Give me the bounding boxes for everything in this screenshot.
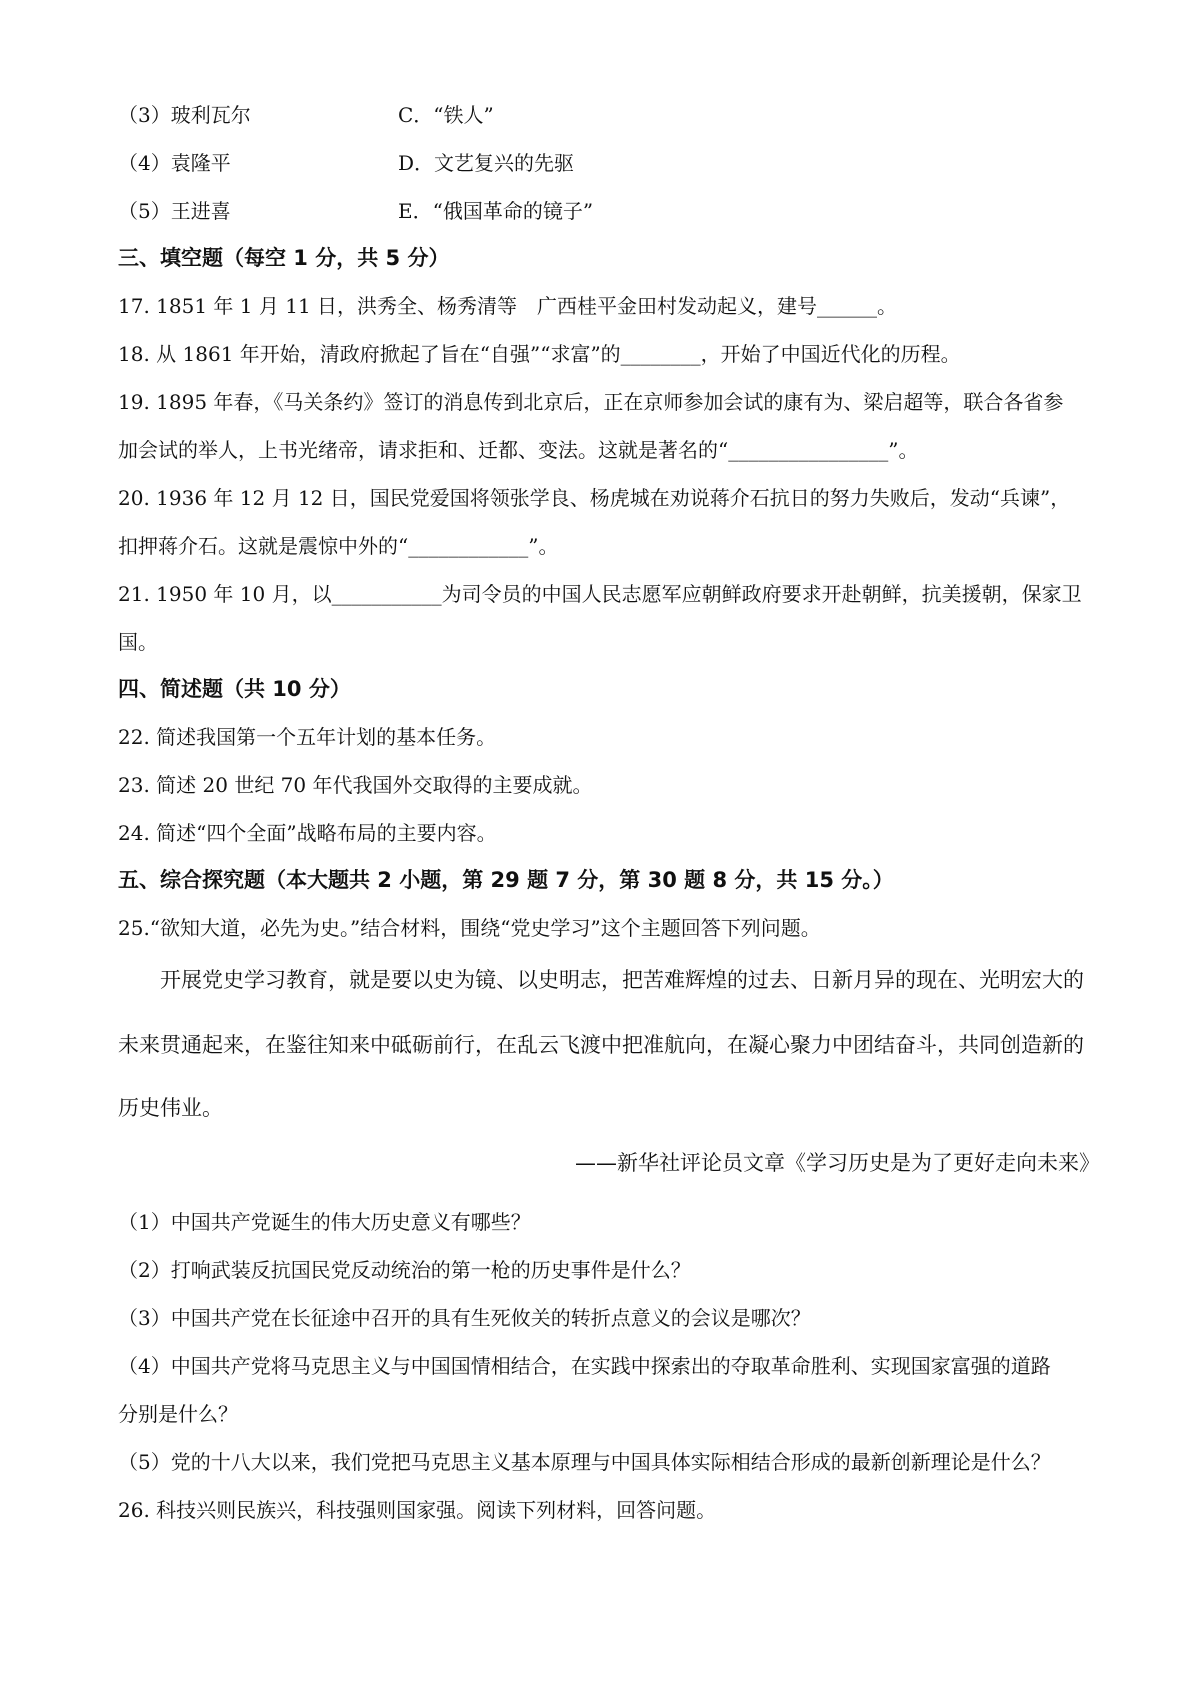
question-22: 22. 简述我国第一个五年计划的基本任务。 — [118, 725, 497, 749]
question-23: 23. 简述 20 世纪 70 年代我国外交取得的主要成就。 — [118, 773, 593, 797]
question-25-sub-5: （5）党的十八大以来，我们党把马克思主义基本原理与中国具体实际相结合形成的最新创新理论是什么？ — [118, 1450, 1051, 1474]
question-25-sub-2: （2）打响武装反抗国民党反动统治的第一枪的历史事件是什么？ — [118, 1258, 691, 1282]
question-25-sub-4-line-2: 分别是什么？ — [118, 1402, 238, 1426]
question-18: 18. 从 1861 年开始，清政府掀起了旨在“自强”“求富”的________，开始了中国近代化的历程。 — [118, 342, 961, 366]
match-right-e: E．“俄国革命的镜子” — [398, 199, 594, 223]
question-20-line-2: 扣押蒋介石。这就是震惊中外的“____________”。 — [118, 534, 559, 558]
question-21-line-2: 国。 — [118, 630, 158, 654]
match-left-4: （4）袁隆平 — [118, 151, 231, 175]
question-25-sub-4-line-1: （4）中国共产党将马克思主义与中国国情相结合，在实践中探索出的夺取革命胜利、实现国家富强的道路 — [118, 1354, 1051, 1378]
question-25-intro: 25.“欲知大道，必先为史。”结合材料，围绕“党史学习”这个主题回答下列问题。 — [118, 916, 821, 940]
section-3-heading: 三、填空题（每空 1 分，共 5 分） — [118, 246, 450, 270]
question-20-line-1: 20. 1936 年 12 月 12 日，国民党爱国将领张学良、杨虎城在劝说蒋介石抗日的努力失败后，发动“兵谏”， — [118, 486, 1071, 510]
question-24: 24. 简述“四个全面”战略布局的主要内容。 — [118, 821, 497, 845]
question-19-line-1: 19. 1895 年春，《马关条约》签订的消息传到北京后，正在京师参加会试的康有为、梁启超等，联合各省参 — [118, 390, 1064, 414]
section-5-heading: 五、综合探究题（本大题共 2 小题，第 29 题 7 分，第 30 题 8 分，共 15 分。） — [118, 868, 894, 892]
match-left-3: （3）玻利瓦尔 — [118, 103, 251, 127]
material-line-3: 历史伟业。 — [118, 1096, 223, 1120]
question-17: 17. 1851 年 1 月 11 日，洪秀全、杨秀清等 广西桂平金田村发动起义，建号______。 — [118, 294, 898, 318]
question-19-line-2: 加会试的举人，上书光绪帝，请求拒和、迁都、变法。这就是著名的“________________”。 — [118, 438, 919, 462]
question-21-line-1: 21. 1950 年 10 月，以___________为司令员的中国人民志愿军应朝鲜政府要求开赴朝鲜，抗美援朝，保家卫 — [118, 582, 1082, 606]
match-right-c: C．“铁人” — [398, 103, 494, 127]
question-25-sub-3: （3）中国共产党在长征途中召开的具有生死攸关的转折点意义的会议是哪次？ — [118, 1306, 811, 1330]
material-line-2: 未来贯通起来，在鉴往知来中砥砺前行，在乱云飞渡中把准航向，在凝心聚力中团结奋斗，共同创造新的 — [118, 1033, 1084, 1057]
question-25-sub-1: （1）中国共产党诞生的伟大历史意义有哪些？ — [118, 1210, 531, 1234]
section-4-heading: 四、简述题（共 10 分） — [118, 677, 351, 701]
material-line-1: 开展党史学习教育，就是要以史为镜、以史明志，把苦难辉煌的过去、日新月异的现在、光明宏大的 — [160, 968, 1084, 992]
match-left-5: （5）王进喜 — [118, 199, 231, 223]
material-source: ——新华社评论员文章《学习历史是为了更好走向未来》 — [575, 1151, 1100, 1175]
question-26: 26. 科技兴则民族兴，科技强则国家强。阅读下列材料，回答问题。 — [118, 1498, 717, 1522]
match-right-d: D．文艺复兴的先驱 — [398, 151, 575, 175]
